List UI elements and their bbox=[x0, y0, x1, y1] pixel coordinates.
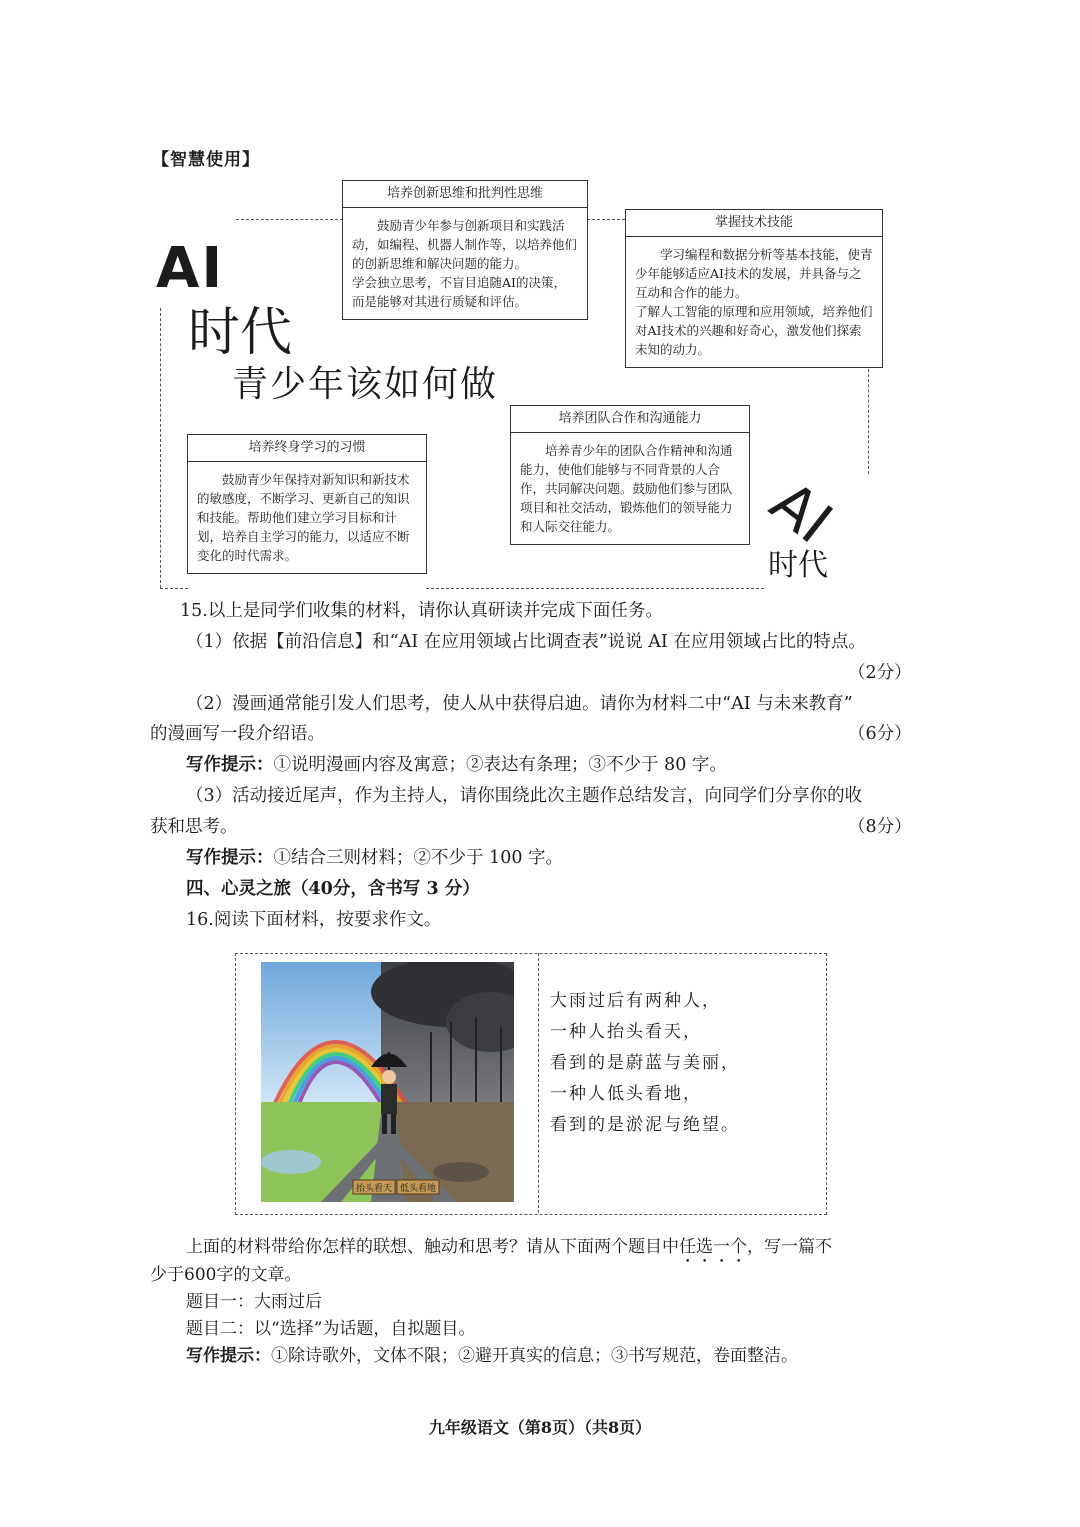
tip-text: ①结合三则材料；②不少于 100 字。 bbox=[273, 848, 564, 868]
poem-line: 大雨过后有两种人， bbox=[550, 991, 721, 1011]
dashed-line bbox=[236, 219, 343, 220]
dashed-line bbox=[160, 588, 188, 589]
q15-part2-tip bbox=[186, 750, 727, 780]
essay-tip bbox=[186, 1341, 798, 1371]
q15-part3-line2: 获和思考。 bbox=[150, 817, 238, 837]
q15-part3-score: （8分） bbox=[848, 817, 912, 837]
title-era: 时代 bbox=[188, 303, 293, 363]
corner-ai: AI bbox=[758, 468, 845, 557]
title-ai: AI bbox=[156, 236, 225, 301]
box-text: 了解人工智能的原理和应用领域，培养他们对AI技术的兴趣和好奇心，激发他们探索未知的动力。 bbox=[635, 304, 873, 357]
box-text: 鼓励青少年参与创新项目和实践活动，如编程、机器人制作等，以培养他们的创新思维和解决问题的能力。 bbox=[352, 218, 578, 271]
prompt-text: 上面的材料带给你怎样的联想、触动和思考？请从下面两个题目中 bbox=[186, 1237, 679, 1257]
box-innovation bbox=[342, 180, 588, 320]
title-question: 青少年该如何做 bbox=[232, 364, 499, 405]
tip-label: 写作提示： bbox=[186, 848, 274, 868]
sign-left: 抬头看天 bbox=[355, 1184, 393, 1194]
prompt-text: ，写一篇不 bbox=[747, 1237, 832, 1257]
dashed-line bbox=[868, 369, 869, 474]
tip-text: ①说明漫画内容及寓意；②表达有条理；③不少于 80 字。 bbox=[273, 755, 727, 775]
dashed-line bbox=[160, 308, 161, 588]
box-tech-skills bbox=[625, 209, 883, 368]
poem bbox=[550, 986, 740, 1141]
section-tag: 【智慧使用】 bbox=[152, 150, 260, 170]
part4-heading: 四、心灵之旅（40分，含书写 3 分） bbox=[186, 879, 480, 899]
tip-label: 写作提示： bbox=[186, 1346, 271, 1366]
box-teamwork bbox=[510, 405, 750, 545]
poem-line: 一种人抬头看天， bbox=[550, 1022, 702, 1042]
box-text: 鼓励青少年保持对新知识和新技术的敏感度，不断学习、更新自己的知识和技能。帮助他们建立学习目标和计划，培养自主学习的能力，以适应不断变化的时代需求。 bbox=[197, 472, 410, 563]
q15-stem: 15.以上是同学们收集的材料，请你认真研读并完成下面任务。 bbox=[180, 601, 663, 621]
q16-stem: 16.阅读下面材料，按要求作文。 bbox=[186, 910, 442, 930]
box-text: 培养青少年的团队合作精神和沟通能力，使他们能够与不同背景的人合作，共同解决问题。鼓励他们参与团队项目和社交活动，锻炼他们的领导能力和人际交往能力。 bbox=[520, 443, 733, 534]
poem-line: 看到的是淤泥与绝望。 bbox=[550, 1115, 740, 1135]
q15-part2-line2: 的漫画写一段介绍语。 bbox=[150, 724, 325, 744]
prompt-emphasis: 任选一个 bbox=[679, 1237, 747, 1257]
rain-illustration bbox=[261, 962, 514, 1202]
box-text: 学会独立思考，不盲目追随AI的决策，而是能够对其进行质疑和评估。 bbox=[352, 275, 566, 309]
box-title: 掌握技术技能 bbox=[626, 210, 882, 237]
q15-part3-tip bbox=[186, 843, 563, 873]
topic-two: 题目二：以“选择”为话题，自拟题目。 bbox=[186, 1319, 476, 1339]
box-text: 学习编程和数据分析等基本技能，使青少年能够适应AI技术的发展，并具备与之互动和合作的能力。 bbox=[635, 247, 873, 300]
poem-line: 一种人低头看地， bbox=[550, 1084, 702, 1104]
dashed-line bbox=[426, 588, 764, 589]
q15-part2-score: （6分） bbox=[848, 724, 912, 744]
topic-one: 题目一：大雨过后 bbox=[186, 1292, 322, 1312]
q15-part2-line1: （2）漫画通常能引发人们思考，使人从中获得启迪。请你为材料二中“AI 与未来教育” bbox=[186, 694, 853, 714]
box-title: 培养终身学习的习惯 bbox=[188, 435, 426, 462]
dashed-line bbox=[587, 219, 625, 220]
tip-label: 写作提示： bbox=[186, 755, 274, 775]
box-title: 培养创新思维和批判性思维 bbox=[343, 181, 587, 208]
essay-prompt-line2: 少于600字的文章。 bbox=[150, 1265, 302, 1285]
q15-part3-line1: （3）活动接近尾声，作为主持人，请你围绕此次主题作总结发言，向同学们分享你的收 bbox=[186, 786, 863, 806]
material-divider bbox=[538, 953, 539, 1213]
corner-era: 时代 bbox=[768, 548, 828, 583]
q15-part1: （1）依据【前沿信息】和“AI 在应用领域占比调查表”说说 AI 在应用领域占比的特点。 bbox=[186, 632, 866, 652]
sign-right: 低头看地 bbox=[399, 1184, 437, 1194]
box-title: 培养团队合作和沟通能力 bbox=[511, 406, 749, 433]
poem-line: 看到的是蔚蓝与美丽， bbox=[550, 1053, 740, 1073]
box-lifelong-learning bbox=[187, 434, 427, 574]
page-footer: 九年级语文（第8页）（共8页） bbox=[428, 1418, 652, 1437]
q15-part1-score: （2分） bbox=[848, 663, 912, 683]
tip-text: ①除诗歌外，文体不限；②避开真实的信息；③书写规范，卷面整洁。 bbox=[271, 1346, 798, 1366]
